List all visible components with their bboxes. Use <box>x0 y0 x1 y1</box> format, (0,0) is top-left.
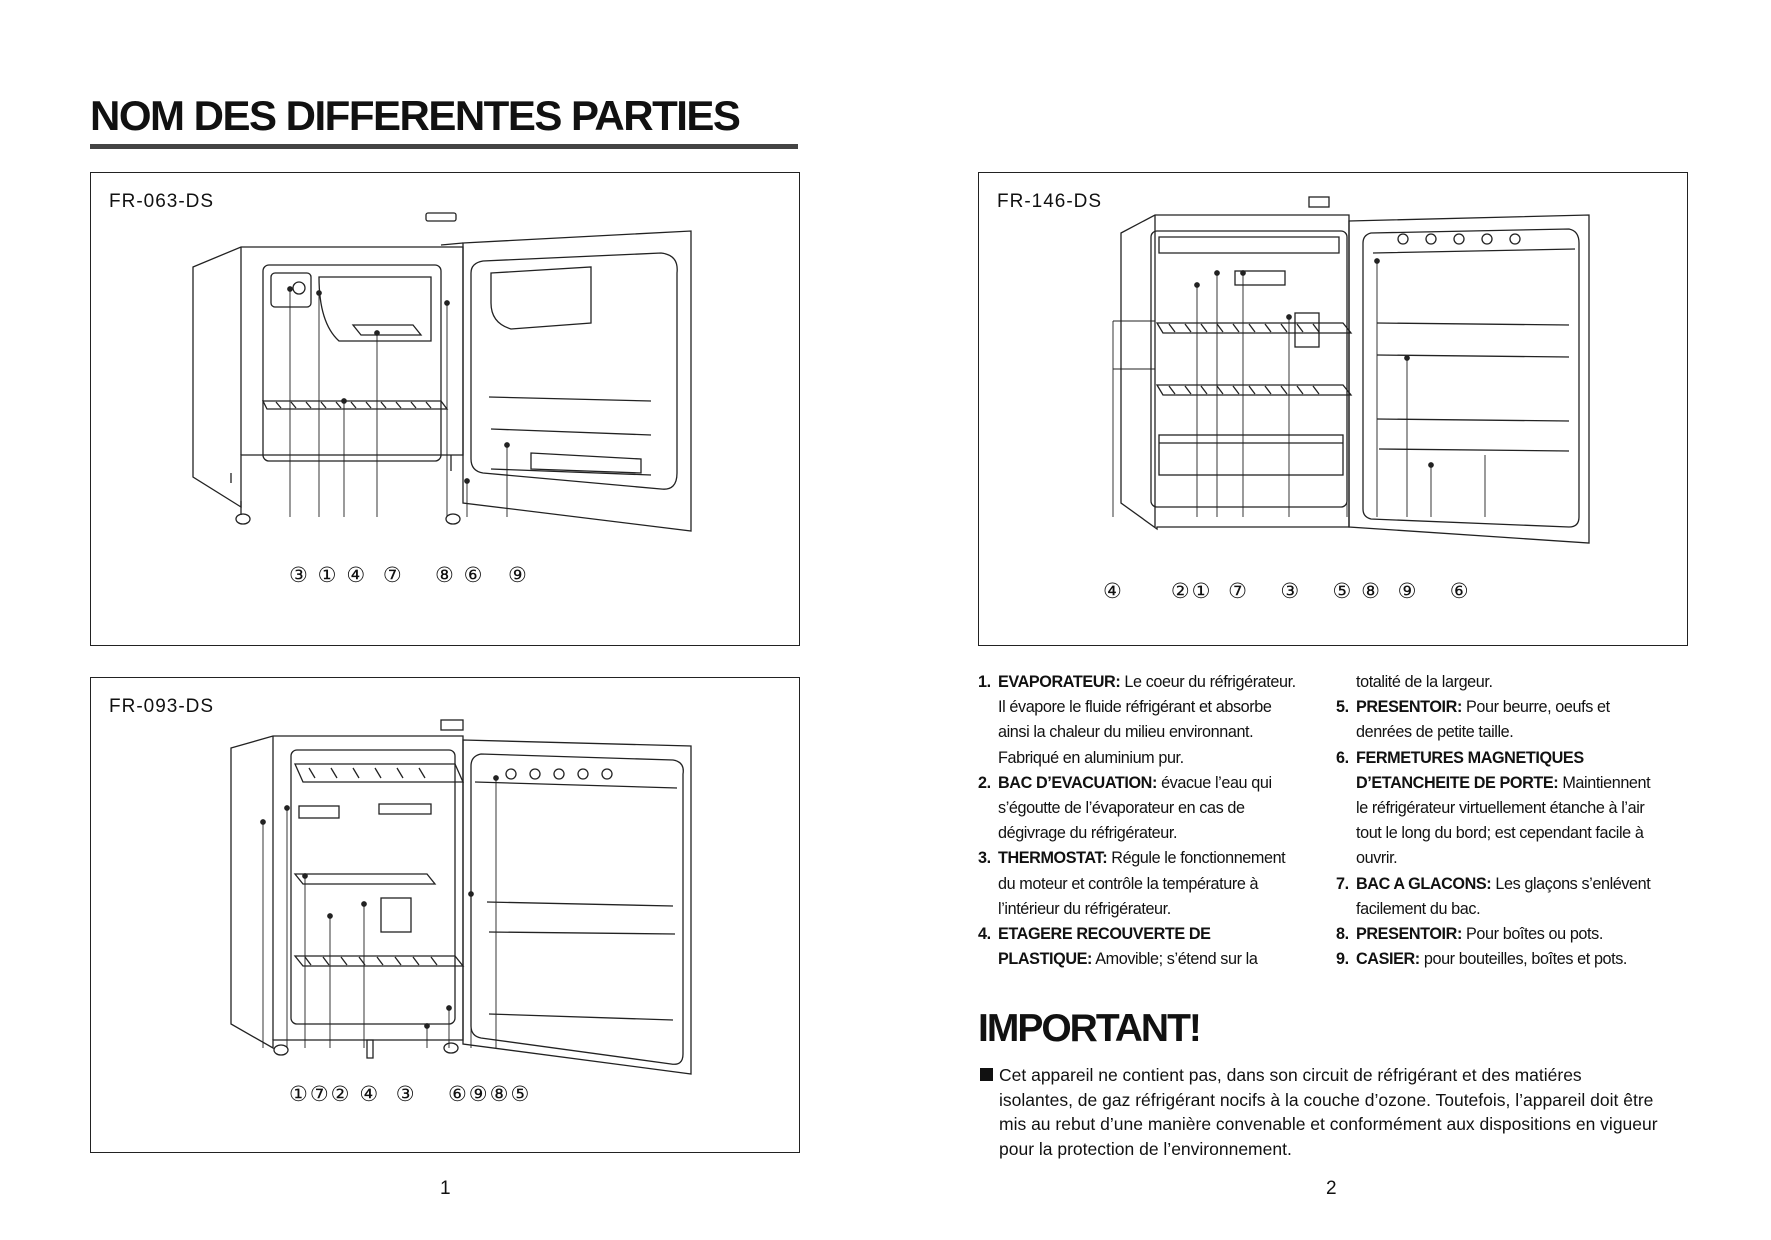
fridge-illustration <box>91 678 799 1152</box>
part-number: 1. <box>978 673 991 691</box>
part-term: FERMETURES MAGNETIQUES D’ETANCHEITE DE PORTE: <box>1356 748 1584 792</box>
part-term: BAC D’EVACUATION: <box>998 773 1157 792</box>
part-description: Le coeur du réfrigérateur. Il évapore le fluide réfrigérant et absorbe ainsi la chaleur du milieu environnant. Fabriqué en aluminium pur. <box>998 673 1296 767</box>
part-description: Régule le fonctionnement du moteur et contrôle la température à l’intérieur du réfrigérateur. <box>998 849 1286 918</box>
page-number-left: 1 <box>440 1178 451 1199</box>
part-number: 8. <box>1336 925 1349 944</box>
notice-text: Cet appareil ne contient pas, dans son circuit de réfrigérant et des matiéres isolantes, de gaz réfrigérant nocifs à la couche d’ozone. Toutefois, l’appareil doit être mis au rebut d’une manière convenable et conformément aux dispositions en vigueur pour la protection de l’environnement. <box>999 1065 1658 1159</box>
part-item <box>978 670 1306 771</box>
part-description: Pour boîtes ou pots. <box>1461 925 1603 944</box>
title-underline <box>90 144 798 149</box>
part-item <box>1336 695 1666 745</box>
model-label: FR-063-DS <box>109 191 215 212</box>
part-description: Maintiennent le réfrigérateur virtuellement étanche à l’air tout le long du bord; est cependant facile à ouvrir. <box>1356 773 1651 868</box>
part-term: CASIER: <box>1356 950 1420 969</box>
part-description: pour bouteilles, boîtes et pots. <box>1419 950 1628 969</box>
model-label: FR-093-DS <box>109 696 215 717</box>
part-description: Les glaçons s’enlévent facilement du bac. <box>1356 874 1651 918</box>
part-number: 9. <box>1336 950 1349 969</box>
part-number: 3. <box>978 849 991 868</box>
part-item <box>978 846 1306 922</box>
fridge-illustration <box>979 173 1687 645</box>
part-number: 2. <box>978 773 991 792</box>
part-number: 7. <box>1336 874 1349 893</box>
part-number: 4. <box>978 925 991 944</box>
part-item <box>978 771 1306 847</box>
part-callouts: ③ ① ④ ⑦ ⑧ ⑥ ⑨ <box>289 564 529 587</box>
part-callouts: ④ ②① ⑦ ③ ⑤ ⑧ ⑨ ⑥ <box>1103 580 1471 603</box>
parts-list-column-1 <box>978 670 1306 972</box>
part-description: évacue l’eau qui s’égoutte de l’évaporateur en cas de dégivrage du réfrigérateur. <box>998 773 1272 843</box>
part-number: 6. <box>1336 748 1349 767</box>
parts-list-column-2 <box>1336 670 1666 972</box>
part-item <box>1336 872 1666 922</box>
model-label: FR-146-DS <box>997 191 1103 212</box>
part-number: 5. <box>1336 698 1349 717</box>
part-term: PRESENTOIR: <box>1356 925 1462 944</box>
square-bullet-icon <box>980 1068 993 1081</box>
page-title: NOM DES DIFFERENTES PARTIES <box>90 92 740 139</box>
part-description: totalité de la largeur. <box>1356 673 1493 691</box>
diagram-panel-fr063 <box>90 172 800 646</box>
part-description: Pour beurre, oeufs et denrées de petite taille. <box>1356 698 1610 742</box>
part-callouts: ①⑦② ④ ③ ⑥⑨⑧⑤ <box>289 1083 532 1106</box>
part-term: EVAPORATEUR: <box>998 673 1121 691</box>
environment-notice <box>980 1063 1660 1161</box>
part-item <box>1336 947 1666 972</box>
diagram-panel-fr093 <box>90 677 800 1153</box>
part-term: PRESENTOIR: <box>1356 698 1462 717</box>
important-heading: IMPORTANT! <box>978 1007 1200 1050</box>
part-item <box>978 922 1306 972</box>
part-item <box>1336 746 1666 872</box>
part-term: ETAGERE RECOUVERTE DE PLASTIQUE: <box>998 925 1211 969</box>
part-item-continuation <box>1336 670 1666 695</box>
part-description: Amovible; s’étend sur la <box>1092 950 1258 969</box>
part-item <box>1336 922 1666 947</box>
part-term: BAC A GLACONS: <box>1356 874 1492 893</box>
diagram-panel-fr146 <box>978 172 1688 646</box>
page-number-right: 2 <box>1326 1178 1337 1199</box>
part-term: THERMOSTAT: <box>998 849 1108 868</box>
